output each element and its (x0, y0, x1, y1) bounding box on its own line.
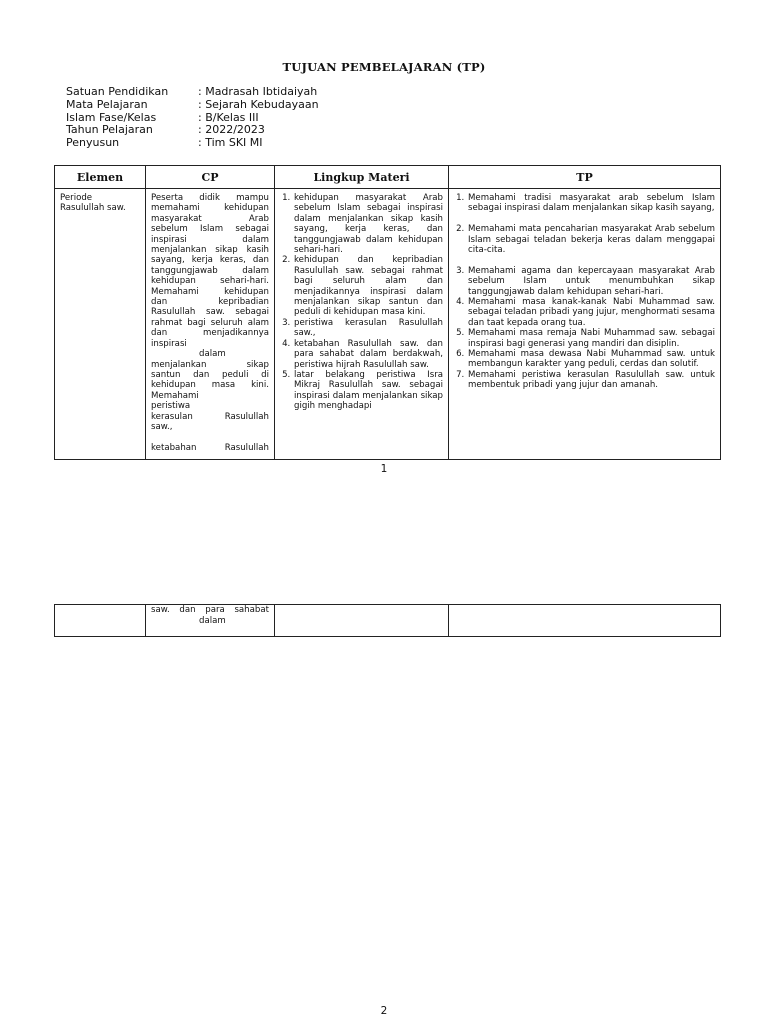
cp-text: kerasulan Rasulullah (151, 411, 269, 422)
list-item: 2. Memahami mata pencaharian masyarakat Arab sebelum Islam sebagai teladan bekerja keras dalam menggapai cita-cita. (467, 224, 715, 255)
materi-cell (275, 189, 449, 460)
list-item: 3. Memahami agama dan kepercayaan masyarakat Arab sebelum Islam untuk menumbuhkan sikap tanggungjawab dalam kehidupan sehari-hari. (467, 266, 715, 297)
elemen-text: Periode (60, 193, 93, 203)
cp-text: saw., (151, 421, 173, 432)
info-value: : Tim SKI MI (198, 136, 263, 150)
info-label: Mata Pelajaran (66, 97, 148, 111)
cp-text: kehidupan masa kini. (151, 380, 269, 391)
document-title: TUJUAN PEMBELAJARAN (TP) (282, 60, 486, 74)
header-lingkup-materi: Lingkup Materi (275, 166, 449, 189)
list-item: 4. ketabahan Rasulullah saw. dan para sahabat dalam berdakwah, peristiwa hijrah Rasulullah saw. (293, 339, 443, 370)
page-number: 1 (380, 463, 388, 475)
table-row (55, 605, 721, 637)
header-cp: CP (146, 166, 275, 189)
info-label: Tahun Pelajaran (66, 123, 153, 137)
cp-text: santun dan peduli di (151, 369, 269, 380)
info-value: : 2022/2023 (198, 123, 265, 137)
page-number: 2 (380, 1005, 388, 1017)
document-info (66, 86, 319, 150)
list-item: 1. Memahami tradisi masyarakat arab sebelum Islam sebagai inspirasi dalam menjalankan sikap kasih sayang, (467, 193, 715, 214)
elemen-cell (55, 605, 146, 637)
list-item: 5. latar belakang peristiwa Isra Mikraj Rasulullah saw. sebagai inspirasi dalam menjalankan sikap gigih menghadapi (293, 370, 443, 412)
info-value: : Sejarah Kebudayaan (198, 97, 319, 111)
info-label: Islam Fase/Kelas (66, 110, 157, 124)
cp-text: inspirasi (151, 338, 187, 349)
table-header-row (55, 166, 721, 189)
info-row-satuan (66, 86, 319, 99)
info-value: : B/Kelas III (198, 110, 259, 124)
cp-text: dalam (199, 616, 226, 627)
cp-text: sebelum Islam sebagai (151, 224, 269, 235)
cp-text: masyarakat Arab (151, 213, 269, 224)
cp-text: inspirasi dalam (151, 234, 269, 245)
cp-text: Memahami kehidupan (151, 286, 269, 297)
cp-text: tanggungjawab dalam (151, 265, 269, 276)
cp-text (146, 189, 274, 458)
info-row-mapel (66, 99, 319, 112)
materi-list (280, 193, 443, 412)
list-item: 2. kehidupan dan kepribadian Rasulullah saw. sebagai rahmat bagi seluruh alam dan menjadikannya inspirasi dalam menjalankan sikap santun dan peduli di kehidupan masa kini. (293, 255, 443, 317)
info-label: Satuan Pendidikan (66, 85, 169, 98)
tp-cell (449, 605, 721, 637)
cp-text: Memahami (151, 390, 199, 401)
cp-text: Rasulullah saw. sebagai (151, 307, 269, 318)
list-item: 5. Memahami masa remaja Nabi Muhammad saw. sebagai inspirasi bagi generasi yang mandiri dan disiplin. (467, 328, 715, 349)
header-tp: TP (449, 166, 721, 189)
list-item: 6. Memahami masa dewasa Nabi Muhammad saw. untuk membangun karakter yang peduli, cerdas dan solutif. (467, 349, 715, 370)
cp-text: rahmat bagi seluruh alam (151, 317, 269, 328)
materi-cell (275, 605, 449, 637)
cp-text: Peserta didik mampu (151, 193, 269, 203)
elemen-cell (55, 189, 146, 460)
cp-text: peristiwa (151, 401, 191, 412)
cp-text: dalam (199, 349, 226, 360)
cp-cell (146, 189, 275, 460)
tp-table-page-1 (54, 165, 721, 460)
list-item: 4. Memahami masa kanak-kanak Nabi Muhammad saw. sebagai teladan pribadi yang jujur, menghormati sesama dan taat kepada orang tua. (467, 297, 715, 328)
info-value: : Madrasah Ibtidaiyah (198, 85, 318, 98)
cp-text: kehidupan sehari-hari. (151, 276, 269, 287)
cp-cell (146, 605, 275, 637)
list-item: 1. kehidupan masyarakat Arab sebelum Islam sebagai inspirasi dalam menjalankan sikap kasih sayang, kerja keras, dan tanggungjawab dalam kehidupan sehari-hari. (293, 193, 443, 255)
tp-table-page-2 (54, 604, 721, 637)
cp-text: saw. dan para sahabat (151, 605, 269, 615)
cp-text: ketabahan Rasulullah (151, 443, 269, 454)
cp-text: menjalankan sikap kasih (151, 245, 269, 256)
tp-cell (449, 189, 721, 460)
cp-text: dan menjadikannya (151, 328, 269, 339)
elemen-text: Rasulullah saw. (60, 203, 126, 214)
list-item: 7. Memahami peristiwa kerasulan Rasulullah saw. untuk membentuk pribadi yang jujur dan amanah. (467, 370, 715, 391)
list-item: 3. peristiwa kerasulan Rasulullah saw., (293, 318, 443, 339)
header-elemen: Elemen (55, 166, 146, 189)
tp-list (454, 193, 715, 391)
cp-text: dan kepribadian (151, 297, 269, 308)
cp-text: memahami kehidupan (151, 203, 269, 214)
info-label: Penyusun (66, 136, 120, 150)
table-row (55, 189, 721, 460)
cp-text: sayang, kerja keras, dan (151, 255, 269, 266)
cp-text: menjalankan sikap (151, 359, 269, 370)
cp-gap (151, 432, 269, 443)
info-row-penyusun (66, 137, 319, 150)
